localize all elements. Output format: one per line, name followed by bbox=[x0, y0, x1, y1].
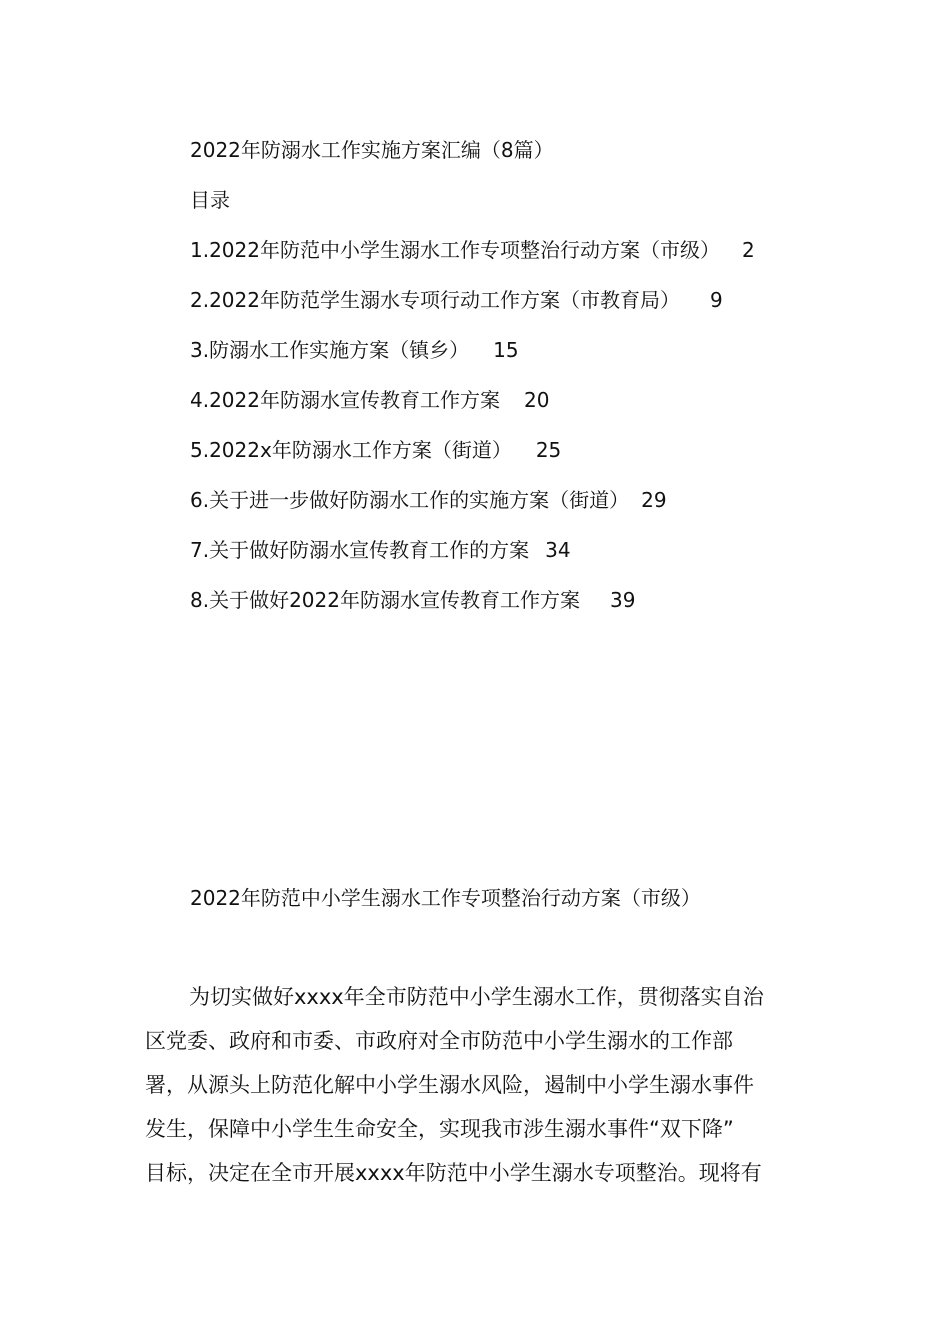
toc-item-page: 25 bbox=[535, 438, 562, 462]
body-line: 发生，保障中小学生生命安全，实现我市涉生溺水事件“双下降” bbox=[145, 1117, 734, 1141]
toc-item[interactable] bbox=[190, 436, 561, 464]
body-line: 区党委、政府和市委、市政府对全市防范中小学生溺水的工作部 bbox=[145, 1029, 733, 1053]
toc-item-title: 6.关于进一步做好防溺水工作的实施方案（街道） bbox=[190, 488, 630, 512]
toc-heading: 目录 bbox=[190, 188, 230, 212]
toc-item-title: 5.2022x年防溺水工作方案（街道） bbox=[190, 438, 512, 462]
toc-item-page: 15 bbox=[493, 338, 519, 362]
toc-item[interactable] bbox=[190, 586, 635, 614]
toc-item-page: 34 bbox=[545, 538, 571, 562]
toc-item[interactable] bbox=[190, 536, 571, 564]
toc-item-title: 8.关于做好2022年防溺水宣传教育工作方案 bbox=[190, 588, 580, 612]
body-line: 为切实做好xxxx年全市防范中小学生溺水工作，贯彻落实自治 bbox=[189, 985, 764, 1009]
toc-item-page: 9 bbox=[709, 288, 723, 312]
body-paragraph bbox=[145, 975, 825, 1195]
toc-item[interactable] bbox=[190, 336, 519, 364]
toc-item-title: 3.防溺水工作实施方案（镇乡） bbox=[190, 338, 470, 362]
document-title: 2022年防溺水工作实施方案汇编（8篇） bbox=[190, 138, 554, 162]
toc-item-title: 2.2022年防范学生溺水专项行动工作方案（市教育局） bbox=[190, 288, 680, 312]
toc-item-page: 20 bbox=[523, 388, 550, 412]
toc-item-title: 4.2022年防溺水宣传教育工作方案 bbox=[190, 388, 500, 412]
section-title: 2022年防范中小学生溺水工作专项整治行动方案（市级） bbox=[190, 886, 701, 910]
toc-item[interactable] bbox=[190, 286, 723, 314]
body-line: 目标，决定在全市开展xxxx年防范中小学生溺水专项整治。现将有 bbox=[145, 1161, 762, 1185]
toc-item-title: 1.2022年防范中小学生溺水工作专项整治行动方案（市级） bbox=[190, 238, 720, 262]
toc-item-page: 29 bbox=[641, 488, 667, 512]
toc-item-page: 2 bbox=[741, 238, 755, 262]
toc-item[interactable] bbox=[190, 386, 549, 414]
body-line: 署，从源头上防范化解中小学生溺水风险，遏制中小学生溺水事件 bbox=[145, 1073, 754, 1097]
toc-item[interactable] bbox=[190, 236, 755, 264]
toc-item-title: 7.关于做好防溺水宣传教育工作的方案 bbox=[190, 538, 530, 562]
toc-item[interactable] bbox=[190, 486, 667, 514]
toc-item-page: 39 bbox=[609, 588, 636, 612]
